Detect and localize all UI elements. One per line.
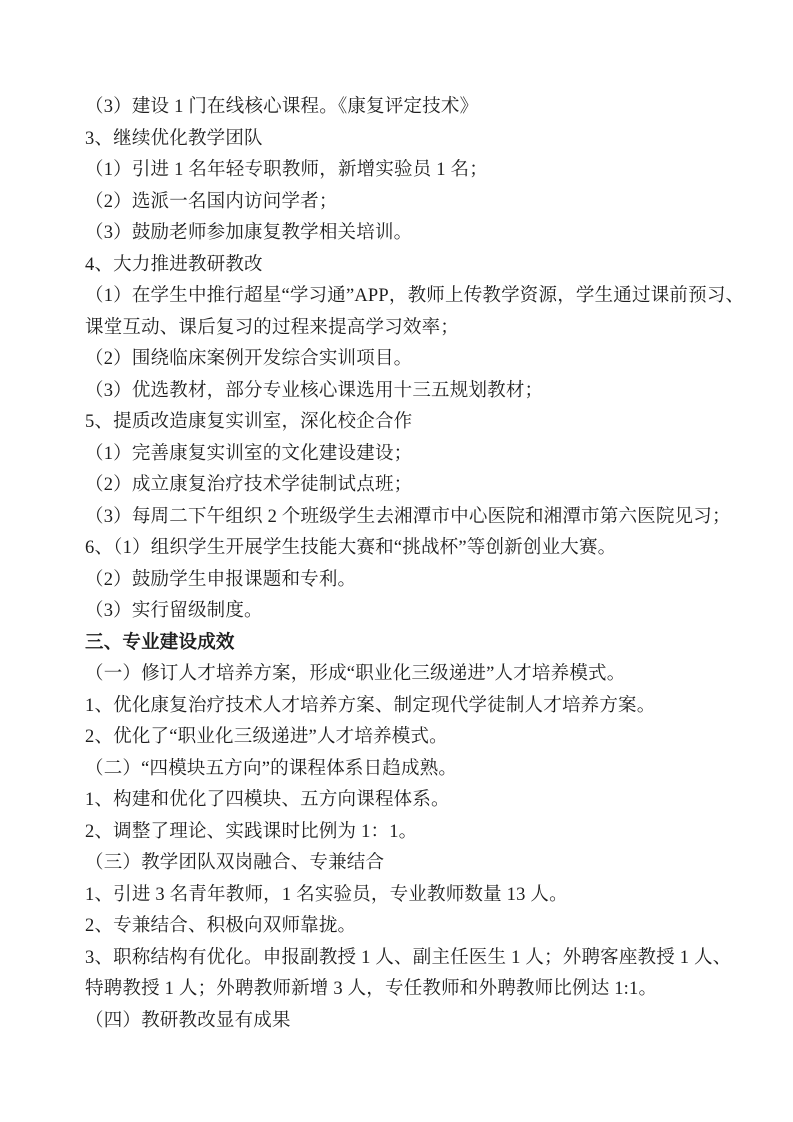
paragraph-line: 5、提质改造康复实训室，深化校企合作 [85, 412, 413, 432]
paragraph-line: 3、职称结构有优化。申报副教授 1 人、副主任医生 1 人；外聘客座教授 1 人、 [85, 947, 732, 968]
paragraph-line: 6、（1）组织学生开展学生技能大赛和“挑战杯”等创新创业大赛。 [85, 538, 617, 558]
paragraph-line: （2）成立康复治疗技术学徒制试点班； [85, 475, 413, 495]
paragraph-line: 1、优化康复治疗技术人才培养方案、制定现代学徒制人才培养方案。 [85, 695, 656, 716]
paragraph-line: 1、引进 3 名青年教师，1 名实验员，专业教师数量 13 人。 [85, 884, 568, 905]
paragraph-line: 1、构建和优化了四模块、五方向课程体系。 [85, 790, 450, 810]
paragraph-line: （3）鼓励老师参加康复教学相关培训。 [85, 223, 413, 243]
paragraph-line: （四）教研教改显有成果 [85, 1010, 291, 1031]
paragraph-line: （3）建设 1 门在线核心课程。《康复评定技术》 [85, 97, 479, 117]
paragraph-line: 2、调整了理论、实践课时比例为 1：1。 [85, 821, 418, 842]
paragraph-line-wrap-continuation: 特聘教授 1 人；外聘教师新增 3 人，专任教师和外聘教师比例达 1:1。 [85, 979, 658, 999]
paragraph-line: （1）引进 1 名年轻专职教师，新增实验员 1 名； [85, 160, 488, 180]
section-heading: 三、专业建设成效 [85, 632, 235, 653]
paragraph-line: 4、大力推进教研教改 [85, 254, 263, 275]
paragraph-line-wrap-continuation: 课堂互动、课后复习的过程来提高学习效率； [85, 317, 460, 338]
paragraph-line: （三）教学团队双岗融合、专兼结合 [85, 853, 385, 873]
paragraph-line: （2）鼓励学生申报课题和专利。 [85, 569, 357, 590]
paragraph-line: （3）每周二下午组织 2 个班级学生去湘潭市中心医院和湘潭市第六医院见习； [85, 506, 731, 527]
paragraph-line: 2、专兼结合、积极向双师靠拢。 [85, 916, 357, 936]
paragraph-line: 2、优化了“职业化三级递进”人才培养模式。 [85, 727, 448, 747]
paragraph-line: （2）围绕临床案例开发综合实训项目。 [85, 349, 413, 369]
paragraph-line: （3）优选教材，部分专业核心课选用十三五规划教材； [85, 380, 544, 401]
paragraph-line: （1）完善康复实训室的文化建设建设； [85, 443, 413, 464]
paragraph-line: 3、继续优化教学团队 [85, 128, 263, 149]
paragraph-line: （2）选派一名国内访问学者； [85, 191, 338, 212]
document-text-block [85, 92, 745, 1037]
paragraph-line: （1）在学生中推行超星“学习通”APP，教师上传教学资源，学生通过课前预习、 [85, 286, 745, 306]
paragraph-line: （3）实行留级制度。 [85, 601, 263, 621]
paragraph-line: （一）修订人才培养方案，形成“职业化三级递进”人才培养模式。 [85, 664, 626, 684]
paragraph-line: （二）“四模块五方向”的课程体系日趋成熟。 [85, 758, 458, 779]
